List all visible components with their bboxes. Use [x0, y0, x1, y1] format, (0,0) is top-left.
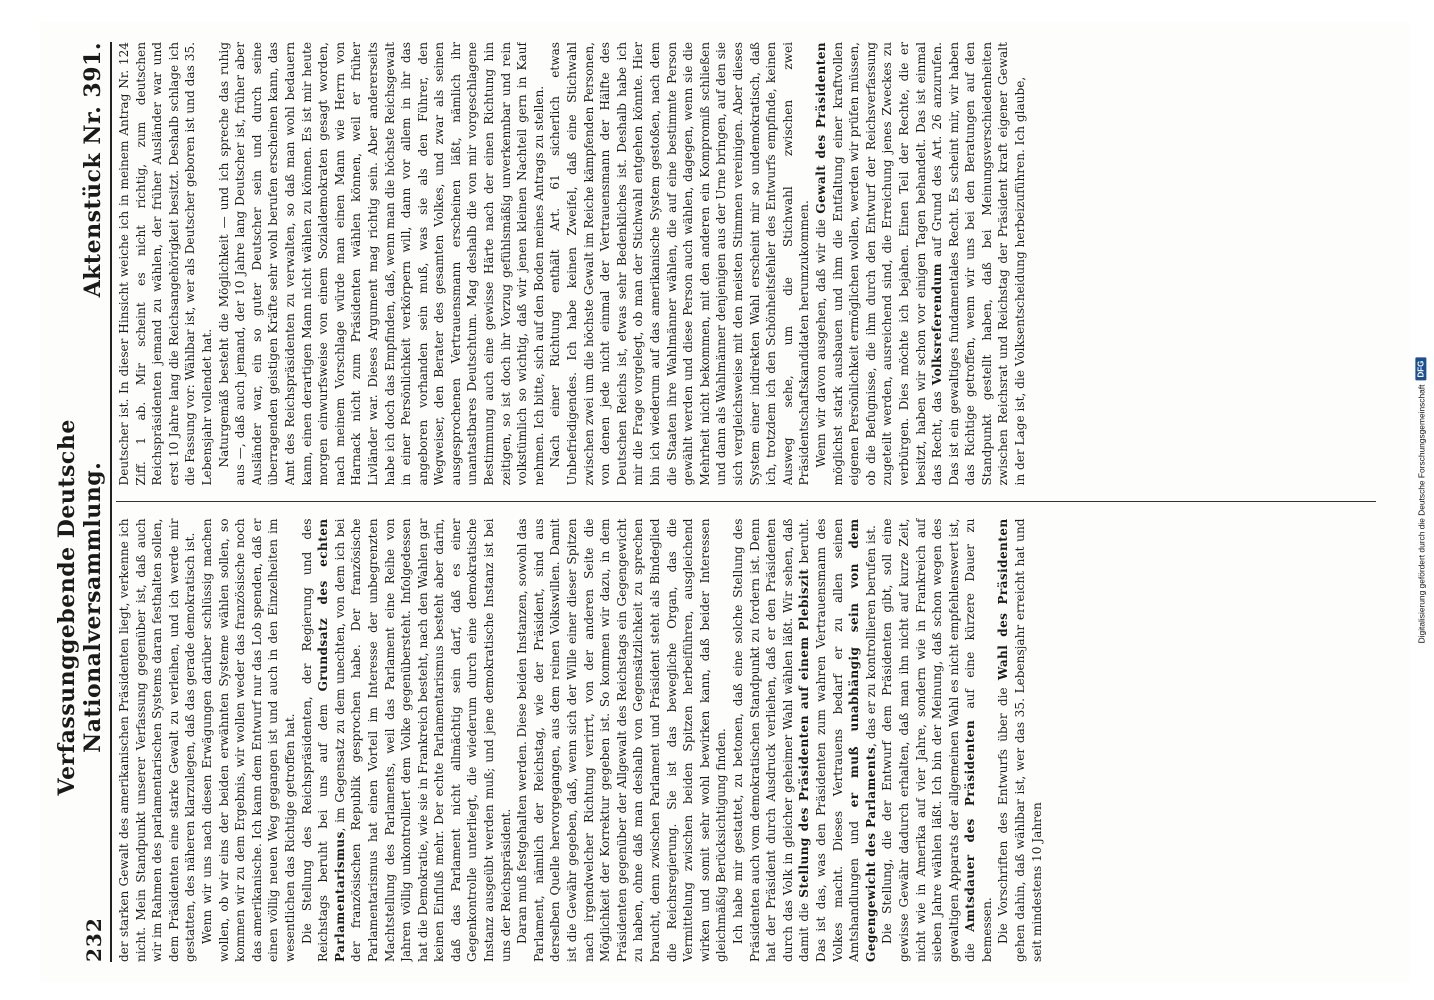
text-column-right — [116, 42, 1376, 486]
page-header — [54, 42, 112, 962]
dfg-logo: DFG — [1416, 357, 1427, 380]
paragraph: Naturgemäß besteht die Möglichkeit — und ich spreche das ruhig aus —, daß auch jemand, der 10 Jahre lang Deutscher ist, früher aber Ausländer war, ein so guter Deutscher sein und durch seine überragenden geistigen Kräfte sehr wohl berufen erscheinen kann, das Amt des Reichspräsidenten zu verwalten, so daß man wohl bedauern kann, einen derartigen Mann nicht wählen zu können. Es ist mir heute morgen einwurfsweise von einem Sozialdemokraten gesagt worden, nach meinem Vorschlage würde man einen Mann wie Herrn von Harnack nicht zum Präsidenten wählen können, weil er früher Livländer war. Dieses Argument mag richtig sein. Aber andererseits habe ich doch das Empfinden, daß, wenn man die höchste Reichsgewalt in einer Persönlichkeit verkörpern will, dann vor allem in ihr das angeboren vorhanden sein muß, was sie als den Führer, den Wegweiser, den Berater des gesamten Volkes, und zwar als seinen ausgesprochenen Vertrauensmann erscheinen läßt, nämlich ihr unantastbares Deutschtum. Mag deshalb die von mir vorgeschlagene Bestimmung auch eine gewisse Härte nach der einen Richtung hin zeitigen, so ist doch ihr Vorzug gefühlsmäßig unverkennbar und rein volkstümlich so wichtig, daß wir jenen kleinen Nachteil gern in Kauf nehmen. Ich bitte, sich auf den Boden meines Antrags zu stellen. — [216, 42, 546, 486]
text-columns — [116, 42, 1376, 962]
paragraph: Deutscher ist. In dieser Hinsicht weiche ich in meinem Antrag Nr. 124 Ziff. 1 ab. Mir scheint es nicht richtig, zum deutschen Reichspräsidenten jemand zu wählen, der früher Ausländer war und erst 10 Jahre lang die Reichsangehörigkeit besitzt. Deshalb schlage ich die Fassung vor: Wählbar ist, wer als Deutscher geboren ist und das 35. Lebensjahr vollendet hat. — [117, 42, 214, 486]
running-title: Verfassunggebende Deutsche Nationalversammlung. — [54, 419, 106, 796]
credit-text: Digitalisierung gefördert durch die Deutsche Forschungsgemeinschaft — [1416, 384, 1427, 643]
paragraph: Wenn wir uns nach diesen Erwägungen darüber schlüssig machen wollen, ob wir eins der beiden erwähnten Systeme wählen sollen, so kommen wir zu dem Ergebnis, wir wollen weder das französische noch das amerikanische. Ich kann dem Entwurf nur das Lob spenden, daß er einen völlig neuen Weg gegangen ist und auch in den Einzelheiten im wesentlichen das Richtige getroffen hat. — [199, 518, 297, 962]
paragraph: Wenn wir davon ausgehen, daß wir die Gewalt des Präsidenten möglichst stark ausbauen und ihm die Entfaltung einer kraftvollen eigenen Persönlichkeit ermöglichen wollen, werden wir prüfen müssen, ob die Befugnisse, die ihm durch den Entwurf der Reichsverfassung zugeteilt werden, ausreichend sind, die Erreichung jenes Zweckes zu verbürgen. Dies möchte ich bejahen. Einen Teil der Rechte, die er besitzt, haben wir schon vor einigen Tagen behandelt. Das ist einmal das Recht, das Volksreferendum auf Grund des Art. 26 anzurufen. Das ist ein gewaltiges fundamentales Recht. Es scheint mir, wir haben das Richtige getroffen, wenn wir uns bei den Beratungen auf den Standpunkt gestellt haben, daß bei Meinungsverschiedenheiten zwischen Reichsrat und Reichstag der Präsident kraft eigener Gewalt in der Lage ist, die Volksentscheidung herbeizuführen. Ich glaube, — [813, 42, 1028, 486]
digitization-credit — [1412, 8, 1430, 992]
paragraph: Nach einer Richtung enthält Art. 61 sicherlich etwas Unbefriedigendes. Ich habe keinen Zweifel, daß eine Stichwahl zwischen zwei um die höchste Gewalt im Reiche kämpfenden Personen, von denen jede nicht einmal der Vertrauensmann der Hälfte des Deutschen Reichs ist, etwas sehr Bedenkliches ist. Deshalb habe ich mir die Frage vorgelegt, ob man der Stichwahl entgehen könnte. Hier bin ich wiederum auf das amerikanische System gestoßen, nach dem die Staaten ihre Wahlmänner wählen, die auf eine bestimmte Person gewählt werden und diese Person auch wählen, dagegen, wenn sie die Mehrheit nicht bekommen, mit den anderen ein Kompromiß schließen und dann als Wahlmänner denjenigen aus der Urne bringen, auf den sie sich vergleichsweise mit den meisten Stimmen vereinigen. Aber dieses System einer indirekten Wahl erscheint mir so undemokratisch, daß ich, trotzdem ich den Schönheitsfehler des Entwurfs empfinde, keinen Ausweg sehe, um die Stichwahl zwischen zwei Präsidentschaftskandidaten herumzukommen. — [548, 42, 812, 486]
scanned-document-page — [40, 22, 1410, 982]
paragraph: Die Vorschriften des Entwurfs über die Wahl des Präsidenten gehen dahin, daß wählbar ist, wer das 35. Lebensjahr erreicht hat und seit mindestens 10 Jahren — [996, 518, 1044, 962]
paragraph: der starken Gewalt des amerikanischen Präsidenten liegt, verkenne ich nicht. Mein Standpunkt unserer Verfassung gegenüber ist, daß auch wir im Rahmen des parlamentarischen Systems daran festhalten sollen, dem Präsidenten eine starke Gewalt zu verleihen, und ich werde mir gestatten, des näheren klarzulegen, daß das gerade demokratisch ist. — [117, 518, 198, 962]
paragraph: Daran muß festgehalten werden. Diese beiden Instanzen, sowohl das Parlament, nämlich der Reichstag, wie der Präsident, sind aus derselben Quelle hervorgegangen, aus dem reinen Volkswillen. Damit ist die Gewähr gegeben, daß, wenn sich der Wille einer dieser Spitzen nach irgendwelcher Richtung verirrt, von der anderen Seite die Möglichkeit der Korrektur gegeben ist. So kommen wir dazu, in dem Präsidenten gegenüber der Allgewalt des Reichstags ein Gegengewicht zu haben, ohne daß man deshalb von Gegensätzlichkeit zu sprechen braucht, denn zwischen Parlament und Präsident steht als Bindeglied die Reichsregierung. Sie ist das bewegliche Organ, das die Vermittelung zwischen beiden Spitzen herbeiführen, ausgleichend wirken und somit sehr wohl bewirken kann, daß beider Interessen gleichmäßig Berücksichtigung finden. — [515, 518, 729, 962]
text-column-left — [116, 519, 1376, 963]
rotated-sheet — [54, 22, 1390, 982]
paragraph: Ich habe mir gestattet, zu betonen, daß eine solche Stellung des Präsidenten auch vom demokratischen Standpunkt zu fordern ist. Denn hat der Präsident durch Ausdruck verliehen, daß er den Präsidenten durch das Volk in gleicher geheimer Wahl wählen läßt. Wir sehen, daß damit die Stellung des Präsidenten auf einem Plebiszit beruht. Das ist das, was den Präsidenten zum wahren Vertrauensmann des Volkes macht. Dieses Vertrauens bedarf er zu allen seinen Amtshandlungen und er muß unabhängig sein von dem Gegengewicht des Parlaments, das er zu kontrollieren berufen ist. — [730, 518, 878, 962]
paragraph: Die Stellung, die der Entwurf dem Präsidenten gibt, soll eine gewisse Gewähr dadurch erhalten, daß man ihn nicht auf kurze Zeit, nicht wie in Amerika auf vier Jahre, sondern wie in Frankreich auf sieben Jahre wählen läßt. Ich bin der Meinung, daß schon wegen des gewaltigen Apparats der allgemeinen Wahl es nicht empfehlenswert ist, die Amtsdauer des Präsidenten auf eine kürzere Dauer zu bemessen. — [880, 518, 994, 962]
document-number: Aktenstück Nr. 391. — [80, 42, 106, 298]
column-divider — [116, 502, 1376, 503]
paragraph: Die Stellung des Reichspräsidenten, der Regierung und des Reichstags beruht bei uns auf dem Grundsatz des echten Parlamentarismus, im Gegensatz zu dem unechten, von dem ich bei der französischen Republik gesprochen habe. Der französische Parlamentarismus hat einen Vorteil im Interesse der unbegrenzten Machtstellung des Parlaments, weil das Parlament eine Reihe von Jahren völlig unkontrolliert dem Volke gegenübersteht. Infolgedessen hat die Demokratie, wie sie in Frankreich besteht, nach den Wahlen gar keinen Einfluß mehr. Der echte Parlamentarismus besteht aber darin, daß das Parlament nicht allmächtig sein darf, daß es einer Gegenkontrolle unterliegt, die wiederum durch eine demokratische Instanz ausgeübt werden muß; und jene demokratische Instanz ist bei uns der Reichspräsident. — [299, 518, 513, 962]
page-number: 232 — [82, 917, 106, 962]
